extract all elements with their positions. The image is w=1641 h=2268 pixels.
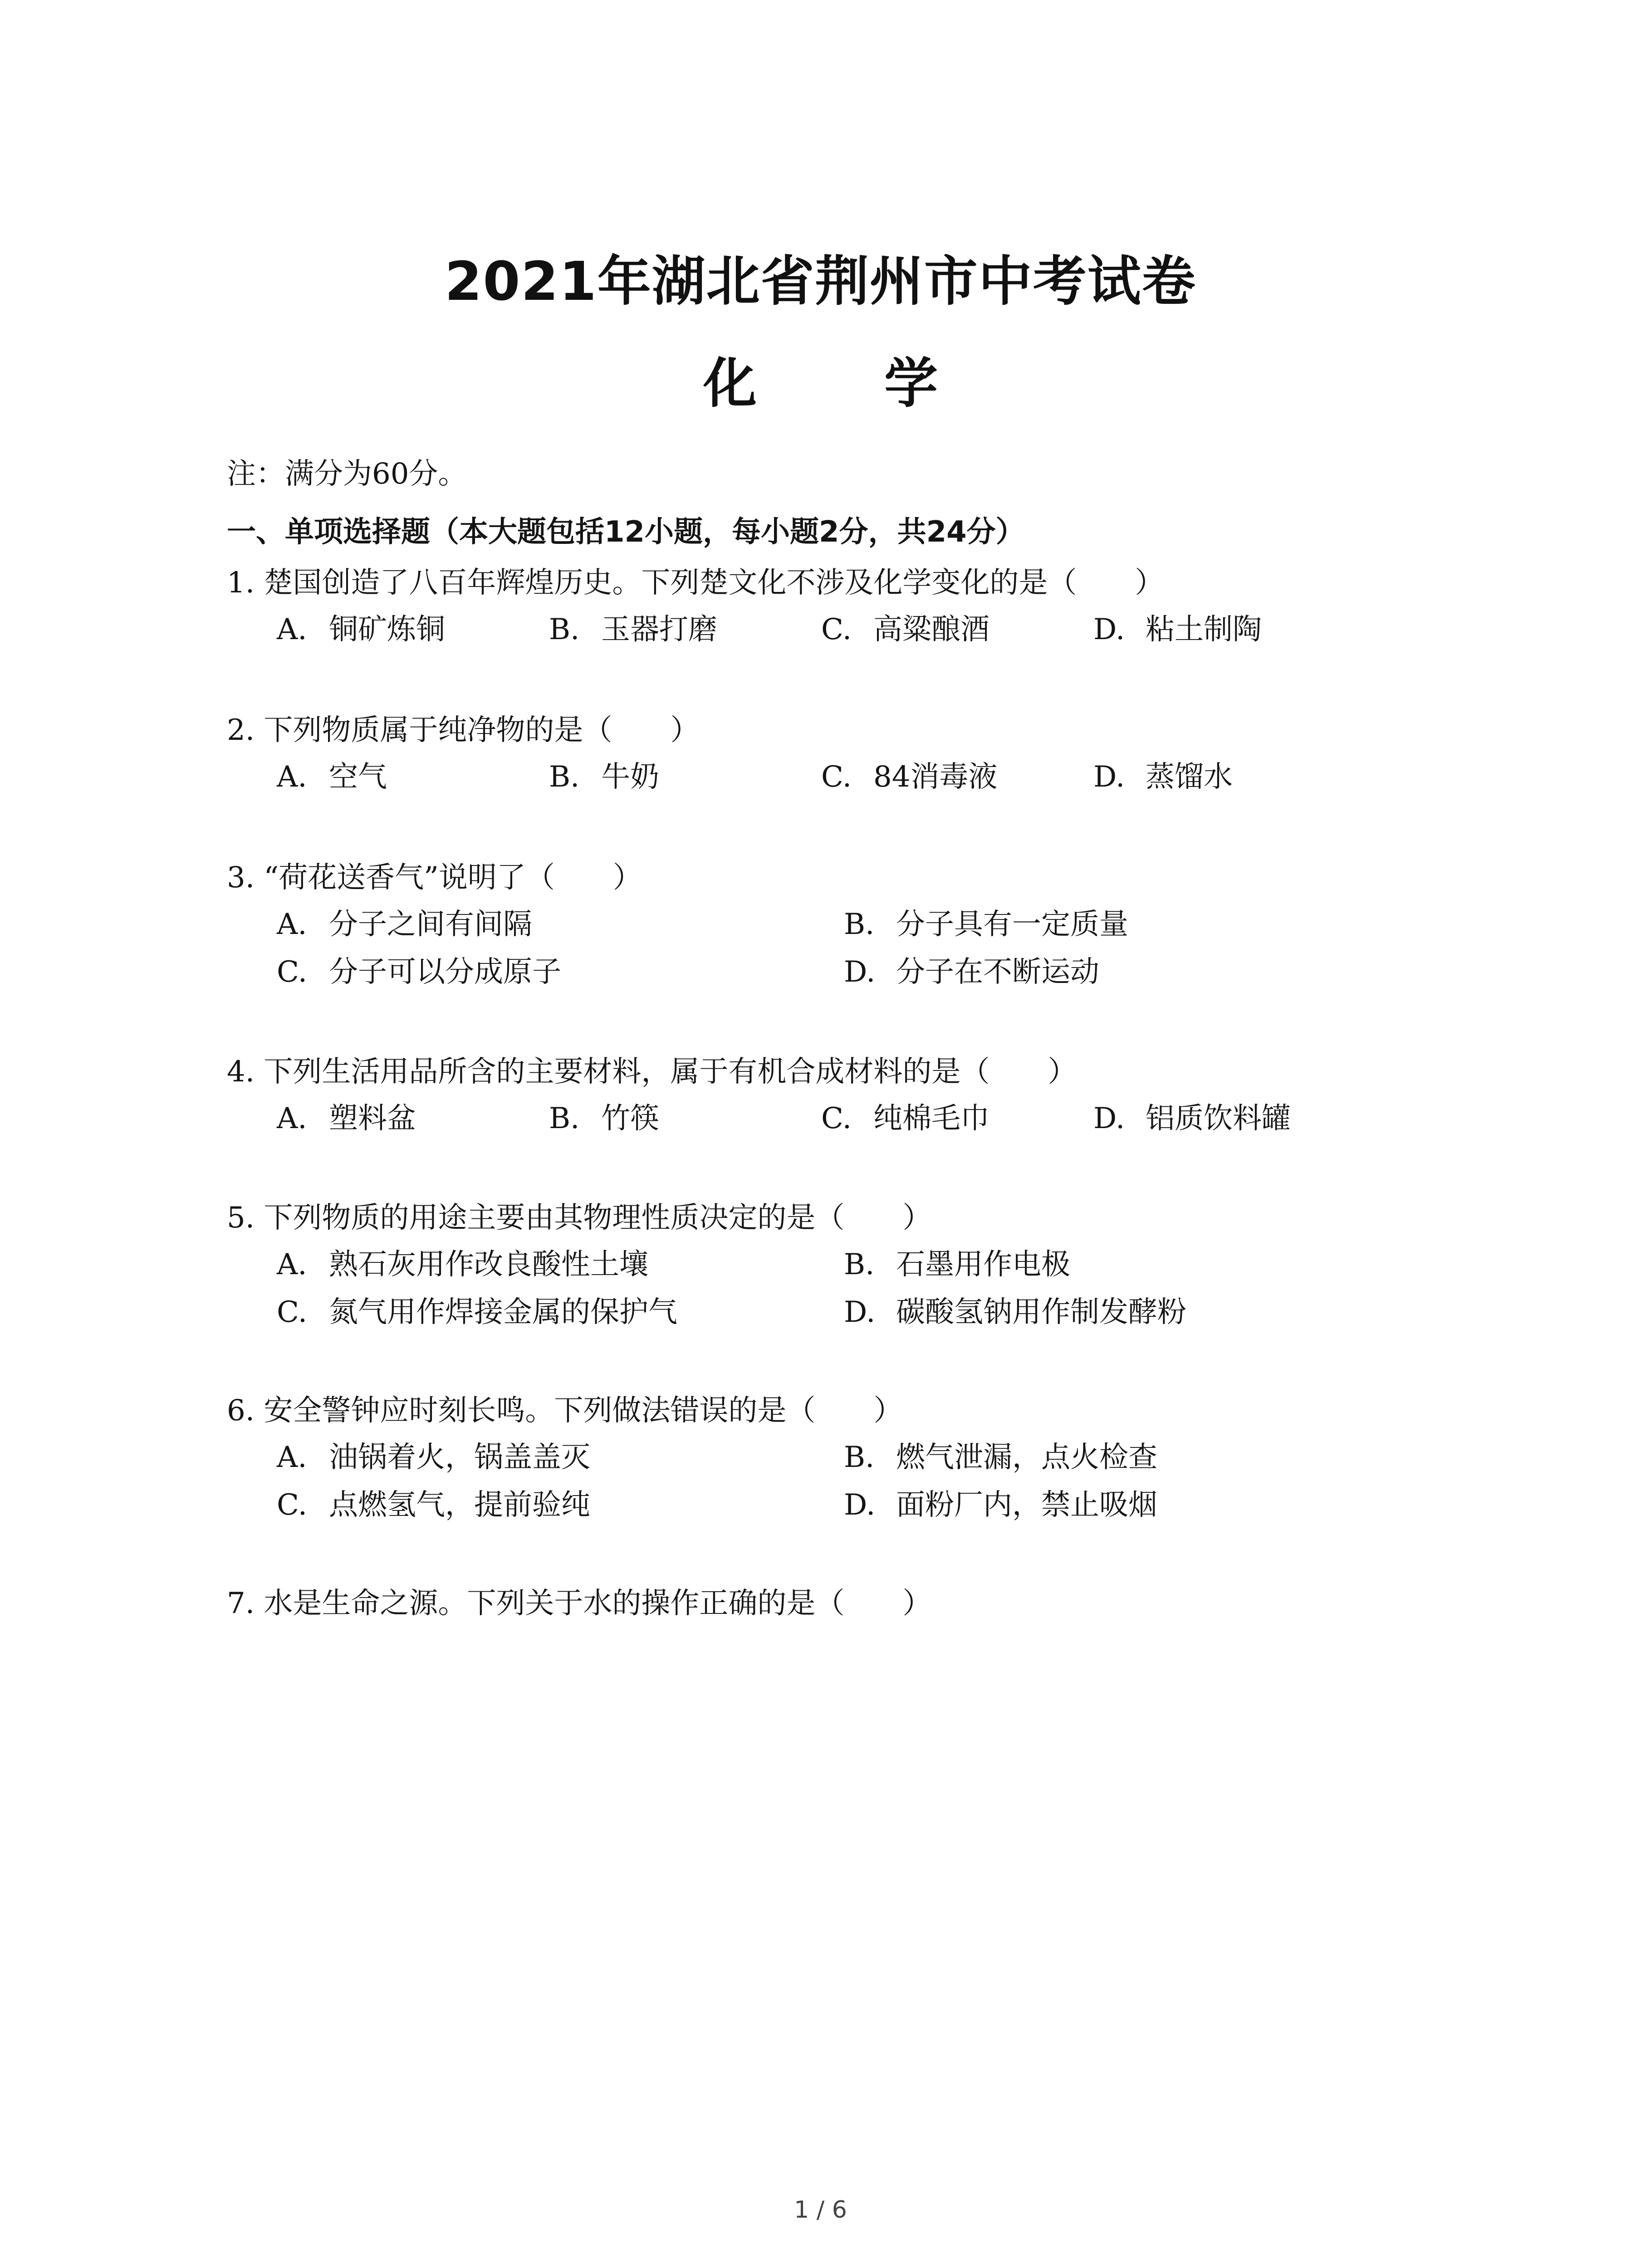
option-d: [1093, 757, 1233, 797]
option-text: 燃气泄漏，点火检查: [896, 1441, 1157, 1474]
option-b: [549, 1098, 659, 1139]
question-stem: 7. 水是生命之源。下列关于水的操作正确的是（ ）: [227, 1587, 932, 1620]
option-text: 点燃氢气，提前验纯: [329, 1488, 590, 1522]
option-a: [277, 1437, 590, 1478]
option-letter: C.: [277, 1295, 308, 1329]
option-text: 粘土制陶: [1146, 613, 1262, 646]
option-c: [277, 1485, 590, 1525]
question-stem: 3. “荷花送香气”说明了（ ）: [227, 861, 642, 894]
question-stem: 5. 下列物质的用途主要由其物理性质决定的是（ ）: [227, 1201, 932, 1235]
option-letter: D.: [844, 1488, 876, 1522]
option-a: [277, 1098, 416, 1139]
option-letter: C.: [821, 760, 852, 794]
option-text: 高粱酿酒: [873, 613, 989, 646]
question-stem: 4. 下列生活用品所含的主要材料，属于有机合成材料的是（ ）: [227, 1055, 1077, 1089]
option-letter: A.: [277, 1441, 307, 1474]
option-d: [844, 1485, 1157, 1525]
option-b: [844, 904, 1128, 945]
option-c: [277, 952, 561, 992]
option-text: 塑料盆: [329, 1102, 416, 1135]
option-text: 纯棉毛巾: [873, 1102, 989, 1135]
option-text: 空气: [329, 760, 387, 794]
option-letter: D.: [1093, 613, 1125, 646]
option-text: 分子具有一定质量: [896, 908, 1128, 941]
option-letter: A.: [277, 1248, 307, 1281]
option-text: 分子之间有间隔: [329, 908, 532, 941]
option-letter: B.: [844, 1441, 875, 1474]
option-c: [821, 757, 997, 797]
score-note: 注：满分为60分。: [227, 457, 467, 491]
option-text: 铜矿炼铜: [329, 613, 445, 646]
subject-title: 化 学: [703, 352, 993, 415]
option-text: 碳酸氢钠用作制发酵粉: [896, 1295, 1186, 1329]
option-c: [821, 609, 989, 650]
option-letter: C.: [821, 1102, 852, 1135]
option-b: [549, 609, 717, 650]
option-letter: A.: [277, 1102, 307, 1135]
option-text: 牛奶: [601, 760, 659, 794]
option-text: 石墨用作电极: [896, 1248, 1070, 1281]
option-text: 铝质饮料罐: [1146, 1102, 1291, 1135]
option-c: [277, 1292, 677, 1333]
page-title: 2021年湖北省荆州市中考试卷: [445, 250, 1196, 313]
option-text: 氮气用作焊接金属的保护气: [329, 1295, 677, 1329]
option-b: [844, 1244, 1070, 1285]
option-letter: A.: [277, 760, 307, 794]
option-letter: B.: [549, 1102, 580, 1135]
option-a: [277, 609, 445, 650]
option-letter: C.: [277, 1488, 308, 1522]
option-letter: D.: [1093, 1102, 1125, 1135]
option-letter: A.: [277, 908, 307, 941]
option-b: [844, 1437, 1157, 1478]
question-stem: 2. 下列物质属于纯净物的是（ ）: [227, 714, 700, 747]
option-letter: B.: [549, 613, 580, 646]
option-d: [1093, 1098, 1291, 1139]
option-a: [277, 904, 532, 945]
option-d: [844, 952, 1099, 992]
option-letter: D.: [844, 1295, 876, 1329]
option-letter: D.: [1093, 760, 1125, 794]
question-stem: 6. 安全警钟应时刻长鸣。下列做法错误的是（ ）: [227, 1394, 903, 1427]
question-stem: 1. 楚国创造了八百年辉煌历史。下列楚文化不涉及化学变化的是（ ）: [227, 566, 1164, 600]
option-b: [549, 757, 659, 797]
option-text: 面粉厂内，禁止吸烟: [896, 1488, 1157, 1522]
option-letter: D.: [844, 955, 876, 989]
option-text: 熟石灰用作改良酸性土壤: [329, 1248, 648, 1281]
option-d: [844, 1292, 1186, 1333]
option-a: [277, 1244, 648, 1285]
option-text: 竹筷: [601, 1102, 659, 1135]
option-letter: B.: [844, 908, 875, 941]
option-text: 蒸馏水: [1146, 760, 1233, 794]
option-a: [277, 757, 387, 797]
option-text: 油锅着火，锅盖盖灭: [329, 1441, 590, 1474]
page-number: 1 / 6: [794, 2196, 847, 2224]
option-text: 分子可以分成原子: [329, 955, 561, 989]
option-text: 分子在不断运动: [896, 955, 1099, 989]
option-letter: C.: [821, 613, 852, 646]
option-letter: B.: [549, 760, 580, 794]
option-c: [821, 1098, 989, 1139]
option-text: 玉器打磨: [601, 613, 717, 646]
option-letter: A.: [277, 613, 307, 646]
option-text: 84消毒液: [873, 760, 998, 794]
option-d: [1093, 609, 1262, 650]
option-letter: B.: [844, 1248, 875, 1281]
section-heading: 一、单项选择题（本大题包括12小题，每小题2分，共24分）: [227, 515, 1025, 549]
option-letter: C.: [277, 955, 308, 989]
